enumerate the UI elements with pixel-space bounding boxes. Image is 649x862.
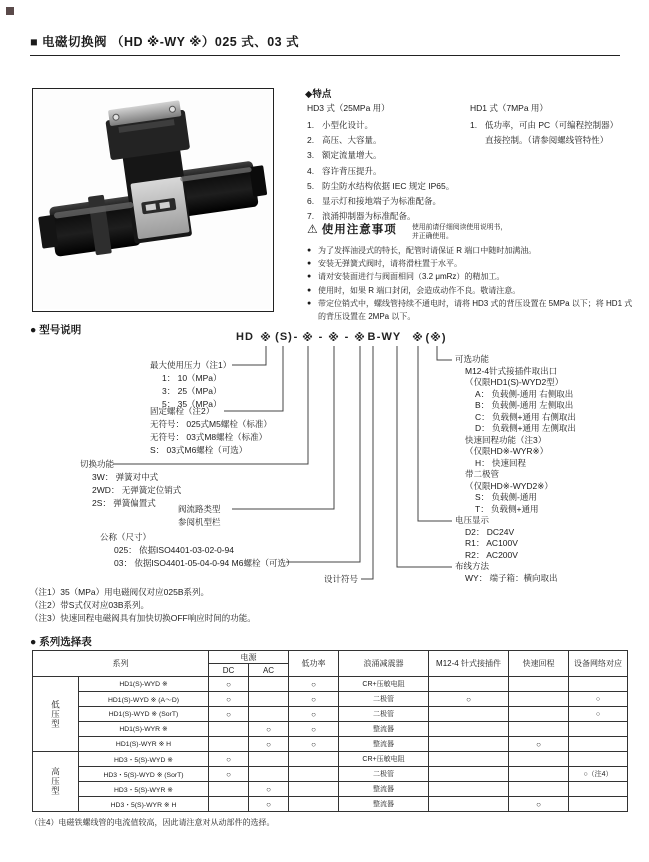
feature-text: 低功率，可由 PC（可编程控制器）直接控制。（请参阅螺线管特性）: [485, 120, 619, 146]
features-header-text: 特点: [312, 89, 332, 100]
m12-cell: [429, 677, 509, 692]
ac-cell: [249, 767, 289, 782]
label-title: 阀流路类型: [178, 504, 221, 514]
precautions-list: [307, 244, 639, 323]
product-photo: [33, 89, 271, 309]
low-power-cell: ○: [289, 692, 339, 707]
precautions-subtitle: [412, 223, 507, 241]
label-fixing-bolt: [150, 405, 272, 457]
bullet-icon: ●: [307, 273, 312, 281]
dc-cell: ○: [209, 692, 249, 707]
low-power-cell: [289, 782, 339, 797]
dc-cell: ○: [209, 677, 249, 692]
feature-item: [307, 194, 637, 209]
network-cell: ○: [569, 692, 628, 707]
label-title: 设计符号: [324, 574, 359, 584]
ac-cell: ○: [249, 737, 289, 752]
dc-cell: ○: [209, 767, 249, 782]
label-title: 电压显示: [455, 515, 490, 525]
label-option: 无符号： 03式M8螺栓（标准）: [150, 432, 268, 442]
label-switching-function: [80, 458, 181, 510]
table-row: [33, 692, 628, 707]
quick-cell: ○: [509, 737, 569, 752]
series-cell: HD1(S)-WYR ※: [79, 722, 209, 737]
bullet-icon: ●: [307, 286, 312, 294]
dc-cell: [209, 737, 249, 752]
model-notes: [30, 586, 256, 625]
ac-cell: [249, 677, 289, 692]
features-column-hd1: [470, 102, 630, 148]
ac-cell: [249, 692, 289, 707]
surge-cell: 整流器: [339, 722, 429, 737]
feature-item: [307, 164, 637, 179]
ac-cell: [249, 707, 289, 722]
label-title: 参阅机型栏: [178, 517, 221, 527]
quick-cell: [509, 782, 569, 797]
series-cell: HD1(S)-WYD ※ (A～D): [79, 692, 209, 707]
model-code-token: HD: [236, 331, 254, 343]
model-section-header: [30, 322, 81, 337]
model-code-token: (※): [425, 332, 447, 344]
table-footnote: （注4）电磁铁螺线管的电流值较高，因此请注意对从动部件的选择。: [30, 818, 275, 827]
network-cell: [569, 782, 628, 797]
table-row: [33, 797, 628, 812]
col-series: 系列: [33, 651, 209, 677]
model-code-token: -WY: [376, 331, 402, 343]
label-option: 3： 25（MPa）: [162, 386, 222, 396]
features-hd3-title: HD3 式（25MPa 用）: [307, 103, 390, 113]
label-option: （仅限HD※-WYR※）: [465, 446, 549, 456]
model-code-token: ※: [354, 332, 366, 344]
model-code-token: ※: [260, 332, 272, 344]
label-option: H： 快速回程: [475, 457, 527, 468]
label-option: 3W： 弹簧对中式: [92, 472, 159, 482]
model-code-token: B: [367, 331, 377, 343]
table-row: [33, 707, 628, 722]
label-option: 无符号： 025式M5螺栓（标准）: [150, 419, 272, 429]
label-option: R1： AC100V: [465, 538, 518, 548]
series-cell: HD3・5(S)-WYR ※ H: [79, 797, 209, 812]
label-max-pressure: [150, 359, 231, 411]
quick-cell: ○: [509, 797, 569, 812]
quick-cell: [509, 692, 569, 707]
series-table-header: [30, 634, 92, 649]
precaution-item: [307, 270, 639, 283]
label-option: R2： AC200V: [465, 549, 518, 560]
network-cell: ○: [569, 707, 628, 722]
quick-cell: [509, 767, 569, 782]
precaution-item: [307, 284, 639, 297]
bullet-icon: ●: [307, 299, 312, 307]
section-marker: ●: [30, 636, 37, 648]
model-code-token: -: [344, 331, 350, 343]
features-hd1-title: HD1 式（7MPa 用）: [470, 103, 548, 113]
surge-cell: 整流器: [339, 737, 429, 752]
feature-number: 1.: [307, 120, 315, 130]
label-option: M12-4针式接插件取出口: [465, 365, 558, 376]
table-row: [33, 737, 628, 752]
series-table: [32, 650, 628, 812]
label-option: 2S： 弹簧偏置式: [92, 498, 156, 508]
label-option: C： 负载侧+通用 右侧取出: [475, 411, 576, 422]
feature-text: 高压、大容量。: [322, 135, 382, 146]
model-code-token: -: [318, 331, 324, 343]
m12-cell: [429, 752, 509, 767]
dc-cell: [209, 722, 249, 737]
m12-cell: [429, 722, 509, 737]
label-title: 公称（尺寸）: [100, 532, 152, 542]
label-option: D： 负载侧+通用 左侧取出: [475, 423, 576, 433]
warning-icon: ⚠: [307, 222, 319, 236]
model-header-text: 型号说明: [39, 324, 82, 336]
dc-cell: [209, 797, 249, 812]
bullet-icon: ●: [307, 247, 312, 254]
precaution-item: [307, 257, 639, 270]
model-code-token: (S): [275, 331, 293, 343]
bullet-icon: ●: [307, 260, 312, 268]
model-code-token: ※: [412, 332, 424, 344]
label-design-symbol: [324, 573, 358, 586]
label-option: 带二极管: [465, 469, 500, 479]
col-network: 设备网络对应: [569, 651, 628, 677]
precaution-item: [307, 244, 639, 257]
label-option: D2： DC24V: [465, 526, 515, 537]
network-cell: [569, 737, 628, 752]
model-code-token: -: [293, 331, 299, 343]
table-row: [33, 722, 628, 737]
series-cell: HD3・5(S)-WYD ※ (SorT): [79, 767, 209, 782]
label-option: WY： 端子箱：横向取出: [465, 572, 558, 583]
precautions-title: [307, 221, 397, 237]
dc-cell: ○: [209, 707, 249, 722]
series-cell: HD1(S)-WYD ※: [79, 677, 209, 692]
table-row: [33, 752, 628, 767]
label-option: 03： 依据ISO4401-05-04-0-94 M6螺栓（可选）: [114, 558, 295, 568]
title-marker: ■: [30, 35, 39, 49]
low-power-cell: [289, 797, 339, 812]
model-code-token: ※: [328, 332, 340, 344]
col-quick: 快速回程: [509, 651, 569, 677]
col-surge: 浪涌减震器: [339, 651, 429, 677]
series-cell: HD1(S)-WYR ※ H: [79, 737, 209, 752]
series-cell: HD3・5(S)-WYR ※: [79, 782, 209, 797]
precautions-subtitle-line: 使用前请仔细阅读使用说明书，: [412, 224, 508, 231]
m12-cell: [429, 767, 509, 782]
ac-cell: ○: [249, 782, 289, 797]
surge-cell: 整流器: [339, 782, 429, 797]
low-power-cell: ○: [289, 722, 339, 737]
ac-cell: ○: [249, 797, 289, 812]
feature-number: 4.: [307, 165, 315, 176]
feature-number: 7.: [307, 211, 315, 222]
precaution-text: 使用时，如果 R 端口封闭，会造成动作不良。敬请注意。: [318, 285, 521, 295]
label-flow-path: [178, 503, 221, 529]
col-dc: DC: [209, 664, 249, 677]
precaution-item: [307, 297, 639, 323]
col-power: 电源: [209, 651, 289, 664]
low-power-cell: [289, 767, 339, 782]
feature-text: 小型化设计。: [322, 120, 374, 130]
model-note: （注1）35（MPa）用电磁阀仅对应025B系列。: [30, 587, 210, 597]
low-power-cell: ○: [289, 707, 339, 722]
col-ac: AC: [249, 664, 289, 677]
label-option: 快速回程功能（注3）: [465, 434, 547, 445]
col-m12: M12-4 针式接插件: [429, 651, 509, 677]
label-option: T： 负载侧+通用: [475, 503, 539, 514]
features-marker: ◆: [305, 89, 313, 100]
surge-cell: 二极管: [339, 707, 429, 722]
col-low-power: 低功率: [289, 651, 339, 677]
feature-number: 3.: [307, 150, 315, 161]
label-option: 1： 10（MPa）: [162, 373, 222, 383]
network-cell: [569, 797, 628, 812]
table-row: [33, 767, 628, 782]
feature-text: 防尘防水结构依据 IEC 规定 IP65。: [322, 180, 455, 191]
label-title: 固定螺栓（注2）: [150, 406, 215, 416]
feature-text: 容许背压提升。: [322, 165, 382, 176]
network-cell: [569, 677, 628, 692]
product-image-frame: [32, 88, 274, 312]
dc-cell: [209, 782, 249, 797]
label-option: （仅限HD※-WYD2※）: [465, 480, 553, 491]
label-option: 025： 依据ISO4401-03-02-0-94: [114, 545, 235, 555]
section-marker: ●: [30, 324, 37, 336]
corner-mark: [6, 7, 14, 15]
network-cell: [569, 752, 628, 767]
group-label-low: 低压型: [33, 677, 79, 752]
label-option: S： 负载侧-通用: [475, 492, 537, 502]
page-title: [30, 32, 299, 50]
network-cell: [569, 722, 628, 737]
feature-number: 1.: [470, 120, 478, 130]
quick-cell: [509, 677, 569, 692]
surge-cell: CR+压敏电阻: [339, 752, 429, 767]
label-option: S： 03式M6螺栓（可选）: [150, 445, 248, 455]
group-label-high: 高压型: [33, 752, 79, 812]
label-title: 切换功能: [80, 459, 115, 469]
label-title: 最大使用压力（注1）: [150, 360, 232, 370]
precautions-title-text: 使用注意事项: [321, 224, 397, 236]
m12-cell: [429, 782, 509, 797]
label-nominal-size: [100, 531, 294, 570]
precautions-subtitle-line: 并正确使用。: [412, 233, 453, 240]
network-cell: ○（注4）: [569, 767, 628, 782]
label-title: 可选功能: [455, 354, 490, 364]
label-option: （仅限HD1(S)-WYD2型）: [465, 377, 564, 387]
series-cell: HD1(S)-WYD ※ (SorT): [79, 707, 209, 722]
low-power-cell: ○: [289, 737, 339, 752]
label-option: 2WD： 无弹簧定位销式: [92, 485, 182, 495]
m12-cell: [429, 797, 509, 812]
label-option: A： 负载侧-通用 右侧取出: [475, 388, 574, 399]
quick-cell: [509, 707, 569, 722]
ac-cell: ○: [249, 722, 289, 737]
precaution-text: 带定位销式中，螺线管持续不通电时，请将 HD3 式的背压设置在 5MPa 以下；将 HD1 式的背压设置在 2MPa 以下。: [318, 298, 633, 322]
low-power-cell: ○: [289, 677, 339, 692]
quick-cell: [509, 722, 569, 737]
m12-cell: [429, 737, 509, 752]
table-row: [33, 782, 628, 797]
label-option: B： 负载侧-通用 左侧取出: [475, 400, 574, 410]
model-note: （注2）带S式仅对应03B系列。: [30, 600, 150, 610]
feature-number: 5.: [307, 180, 315, 191]
surge-cell: 二极管: [339, 692, 429, 707]
features-header: [305, 86, 331, 100]
ac-cell: [249, 752, 289, 767]
precaution-text: 请对安装面进行与阀面相同（3.2 μmRz）的精加工。: [318, 272, 505, 282]
series-table-header-text: 系列选择表: [39, 636, 92, 648]
model-note: （注3）快速回程电磁阀具有加快切换OFF响应时间的功能。: [30, 613, 256, 623]
feature-number: 2.: [307, 135, 315, 146]
title-rule: [30, 55, 620, 56]
feature-item: [307, 148, 637, 163]
low-power-cell: [289, 752, 339, 767]
surge-cell: CR+压敏电阻: [339, 677, 429, 692]
feature-item: [470, 118, 630, 148]
title-text: 电磁切换阀 （HD ※-WY ※）025 式、03 式: [42, 35, 300, 49]
m12-cell: [429, 707, 509, 722]
model-code-token: ※: [302, 332, 314, 344]
series-cell: HD3・5(S)-WYD ※: [79, 752, 209, 767]
surge-cell: 二极管: [339, 767, 429, 782]
m12-cell: ○: [429, 692, 509, 707]
label-title: 布线方法: [455, 561, 490, 571]
quick-cell: [509, 752, 569, 767]
precaution-text: 为了发挥油浸式的特长，配管时请保证 R 端口中随时加满油。: [318, 246, 537, 255]
label-right-options: [455, 354, 576, 584]
feature-text: 浪涌抑制器为标准配备。: [322, 211, 416, 222]
table-row: [33, 677, 628, 692]
label-option: 5： 35（MPa）: [162, 399, 222, 409]
feature-text: 额定流量增大。: [322, 150, 382, 161]
dc-cell: ○: [209, 752, 249, 767]
surge-cell: 整流器: [339, 797, 429, 812]
precaution-text: 安装无弹簧式阀时，请将滑柱置于水平。: [318, 259, 462, 269]
feature-item: [307, 179, 637, 194]
feature-number: 6.: [307, 196, 315, 207]
feature-text: 显示灯和接地端子为标准配备。: [322, 196, 442, 207]
